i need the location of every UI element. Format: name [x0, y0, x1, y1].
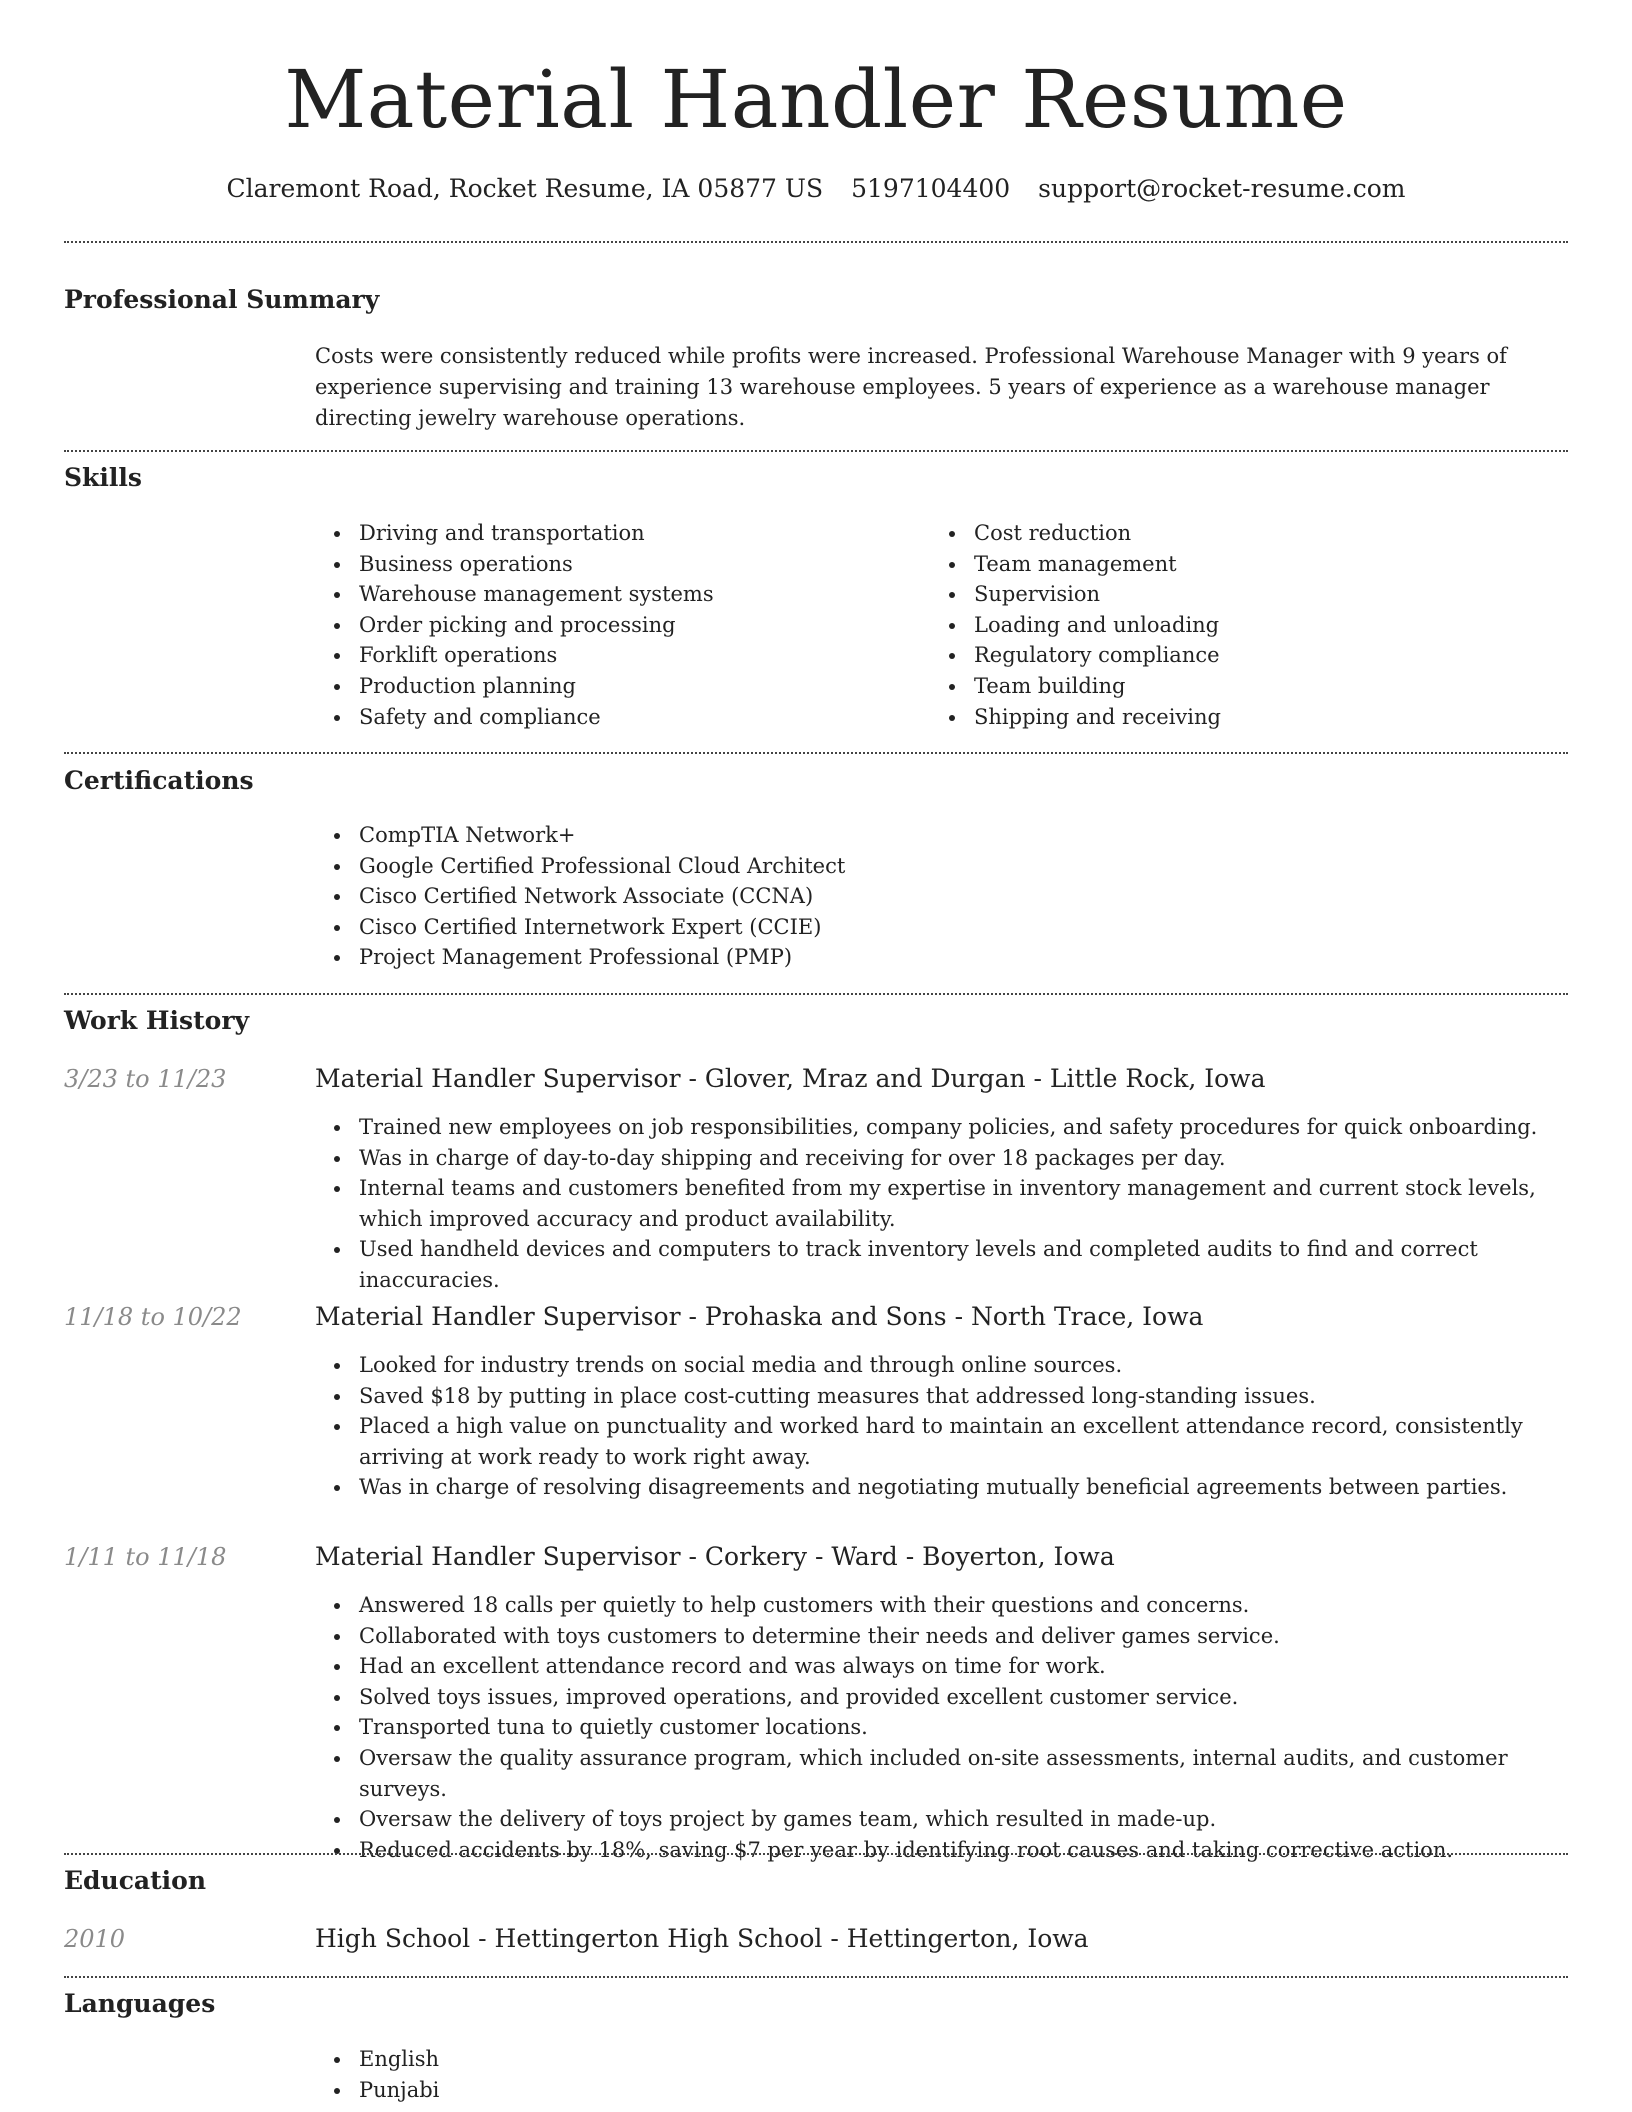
- contact-email: support@rocket-resume.com: [1038, 174, 1406, 203]
- contact-address: Claremont Road, Rocket Resume, IA 05877 US: [226, 174, 824, 203]
- job-bullet: Oversaw the delivery of toys project by games team, which resulted in made-up.: [315, 1804, 1567, 1835]
- certifications-heading: Certifications: [64, 766, 254, 795]
- job-bullet: Internal teams and customers benefited from my expertise in inventory management and current stock levels, which improved accuracy and product availability.: [315, 1173, 1567, 1234]
- job-title: Material Handler Supervisor - Prohaska and Sons - North Trace, Iowa: [315, 1302, 1204, 1331]
- job-bullets: [315, 1590, 1567, 1865]
- job-bullet: Looked for industry trends on social media and through online sources.: [315, 1350, 1567, 1381]
- job-bullet: Used handheld devices and computers to track inventory levels and completed audits to find and correct inaccuracies.: [315, 1234, 1567, 1295]
- language-item: Punjabi: [315, 2075, 915, 2106]
- header-divider: [64, 241, 1568, 243]
- summary-text: Costs were consistently reduced while profits were increased. Professional Warehouse Manager with 9 years of experience supervising and training 13 warehouse employees. 5 years of experience as a warehouse manager directing jewelry warehouse operations.: [315, 344, 1507, 430]
- resume-title: Material Handler Resume: [284, 53, 1348, 146]
- job-bullet: Collaborated with toys customers to determine their needs and deliver games service.: [315, 1621, 1567, 1652]
- education-heading: Education: [64, 1866, 207, 1895]
- contact-line: [0, 172, 1632, 206]
- summary-heading: Professional Summary: [64, 285, 380, 314]
- job-bullet: Reduced accidents by 18%, saving $7 per year by identifying root causes and taking corrective action.: [315, 1835, 1567, 1866]
- certifications-divider: [64, 993, 1568, 995]
- skill-item: Production planning: [315, 671, 915, 702]
- job-bullet: Was in charge of resolving disagreements and negotiating mutually beneficial agreements between parties.: [315, 1472, 1567, 1503]
- job-dates: 11/18 to 10/22: [64, 1303, 242, 1331]
- job-bullet: Solved toys issues, improved operations, and provided excellent customer service.: [315, 1682, 1567, 1713]
- skill-item: Regulatory compliance: [930, 640, 1530, 671]
- job-bullets: [315, 1350, 1567, 1503]
- contact-phone: 5197104400: [851, 174, 1011, 203]
- skills-divider: [64, 752, 1568, 754]
- skill-item: Safety and compliance: [315, 702, 915, 733]
- skill-item: Shipping and receiving: [930, 702, 1530, 733]
- work-heading: Work History: [64, 1006, 250, 1035]
- job-bullet: Was in charge of day-to-day shipping and receiving for over 18 packages per day.: [315, 1143, 1567, 1174]
- work-divider: [64, 1853, 1568, 1855]
- certification-item: CompTIA Network+: [315, 820, 1515, 851]
- education-year: 2010: [64, 1925, 126, 1953]
- skills-list-left: [315, 518, 915, 732]
- skill-item: Cost reduction: [930, 518, 1530, 549]
- skill-item: Supervision: [930, 579, 1530, 610]
- job-bullet: Answered 18 calls per quietly to help customers with their questions and concerns.: [315, 1590, 1567, 1621]
- skill-item: Order picking and processing: [315, 610, 915, 641]
- job-bullet: Oversaw the quality assurance program, which included on-site assessments, internal audits, and customer surveys.: [315, 1743, 1567, 1804]
- certification-item: Google Certified Professional Cloud Architect: [315, 851, 1515, 882]
- skill-item: Forklift operations: [315, 640, 915, 671]
- skill-item: Team management: [930, 549, 1530, 580]
- job-dates: 3/23 to 11/23: [64, 1065, 227, 1093]
- certification-item: Project Management Professional (PMP): [315, 942, 1515, 973]
- languages-list: [315, 2044, 915, 2105]
- job-bullet: Had an excellent attendance record and was always on time for work.: [315, 1651, 1567, 1682]
- job-bullet: Transported tuna to quietly customer locations.: [315, 1712, 1567, 1743]
- job-title: Material Handler Supervisor - Glover, Mraz and Durgan - Little Rock, Iowa: [315, 1064, 1266, 1093]
- skill-item: Business operations: [315, 549, 915, 580]
- certifications-list: [315, 820, 1515, 973]
- education-divider: [64, 1976, 1568, 1978]
- skills-heading: Skills: [64, 463, 142, 492]
- skill-item: Driving and transportation: [315, 518, 915, 549]
- job-bullets: [315, 1112, 1567, 1296]
- certification-item: Cisco Certified Network Associate (CCNA): [315, 881, 1515, 912]
- skills-list-right: [930, 518, 1530, 732]
- job-bullet: Trained new employees on job responsibilities, company policies, and safety procedures for quick onboarding.: [315, 1112, 1567, 1143]
- education-entry: High School - Hettingerton High School - Hettingerton, Iowa: [315, 1924, 1089, 1953]
- job-title: Material Handler Supervisor - Corkery - Ward - Boyerton, Iowa: [315, 1542, 1115, 1571]
- skill-item: Warehouse management systems: [315, 579, 915, 610]
- language-item: English: [315, 2044, 915, 2075]
- certification-item: Cisco Certified Internetwork Expert (CCIE): [315, 912, 1515, 943]
- skill-item: Team building: [930, 671, 1530, 702]
- job-dates: 1/11 to 11/18: [64, 1543, 227, 1571]
- job-bullet: Saved $18 by putting in place cost-cutting measures that addressed long-standing issues.: [315, 1381, 1567, 1412]
- skill-item: Loading and unloading: [930, 610, 1530, 641]
- languages-heading: Languages: [64, 1989, 216, 2018]
- summary-divider: [64, 450, 1568, 452]
- job-bullet: Placed a high value on punctuality and worked hard to maintain an excellent attendance record, consistently arriving at work ready to work right away.: [315, 1411, 1567, 1472]
